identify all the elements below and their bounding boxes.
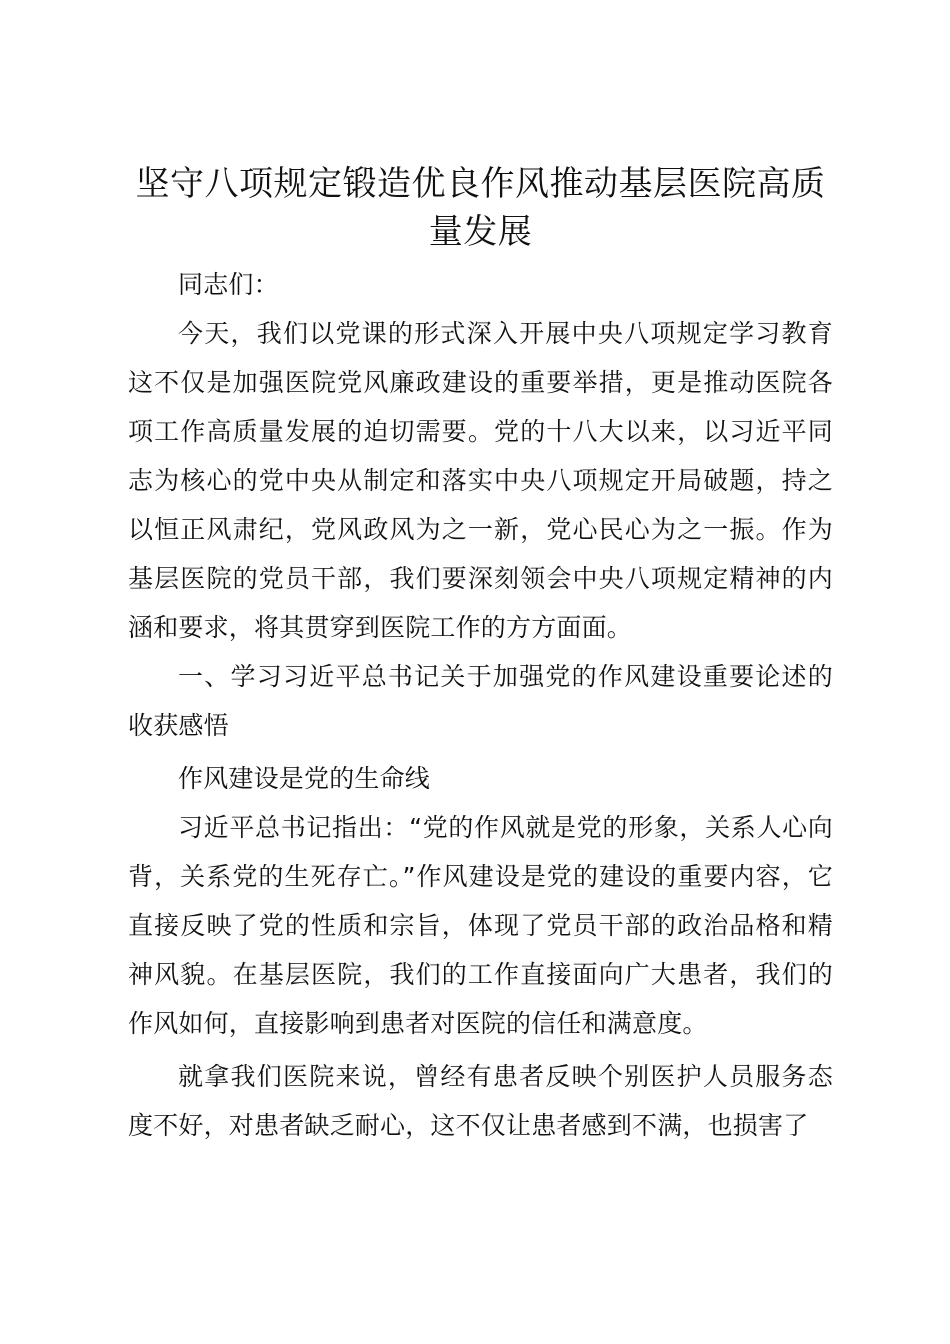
section-heading-1: 一、学习习近平总书记关于加强党的作风建设重要论述的收获感悟 [128, 662, 833, 740]
subsection-heading: 作风建设是党的生命线 [178, 764, 431, 793]
intro-paragraph: 今天，我们以党课的形式深入开展中央八项规定学习教育这不仅是加强医院党风廉政建设的重要举措，更是推动医院各项工作高质量发展的迫切需要。党的十八大以来，以习近平同志为核心的党中央从制定和落实中央八项规定开局破题，持之以恒正风肃纪，党风政风为之一新，党心民心为之一振。作为基层医院的党员干部，我们要深刻领会中央八项规定精神的内涵和要求，将其贯穿到医院工作的方方面面。 [128, 319, 833, 642]
body-paragraph-continued: 就拿我们医院来说，曾经有患者反映个别医护人员服务态度不好，对患者缺乏耐心，这不仅让患者感到不满，也损害了 [128, 1062, 833, 1140]
body-paragraph: 习近平总书记指出：“党的作风就是党的形象，关系人心向背，关系党的生死存亡。”作风建设是党的建设的重要内容，它直接反映了党的性质和宗旨，体现了党员干部的政治品格和精神风貌。在基层医院，我们的工作直接面向广大患者，我们的作风如何，直接影响到患者对医院的信任和满意度。 [128, 813, 833, 1038]
document-page [128, 160, 833, 1150]
salutation: 同志们： [178, 270, 279, 299]
document-title: 坚守八项规定锻造优良作风推动基层医院高质量发展 [135, 164, 826, 252]
